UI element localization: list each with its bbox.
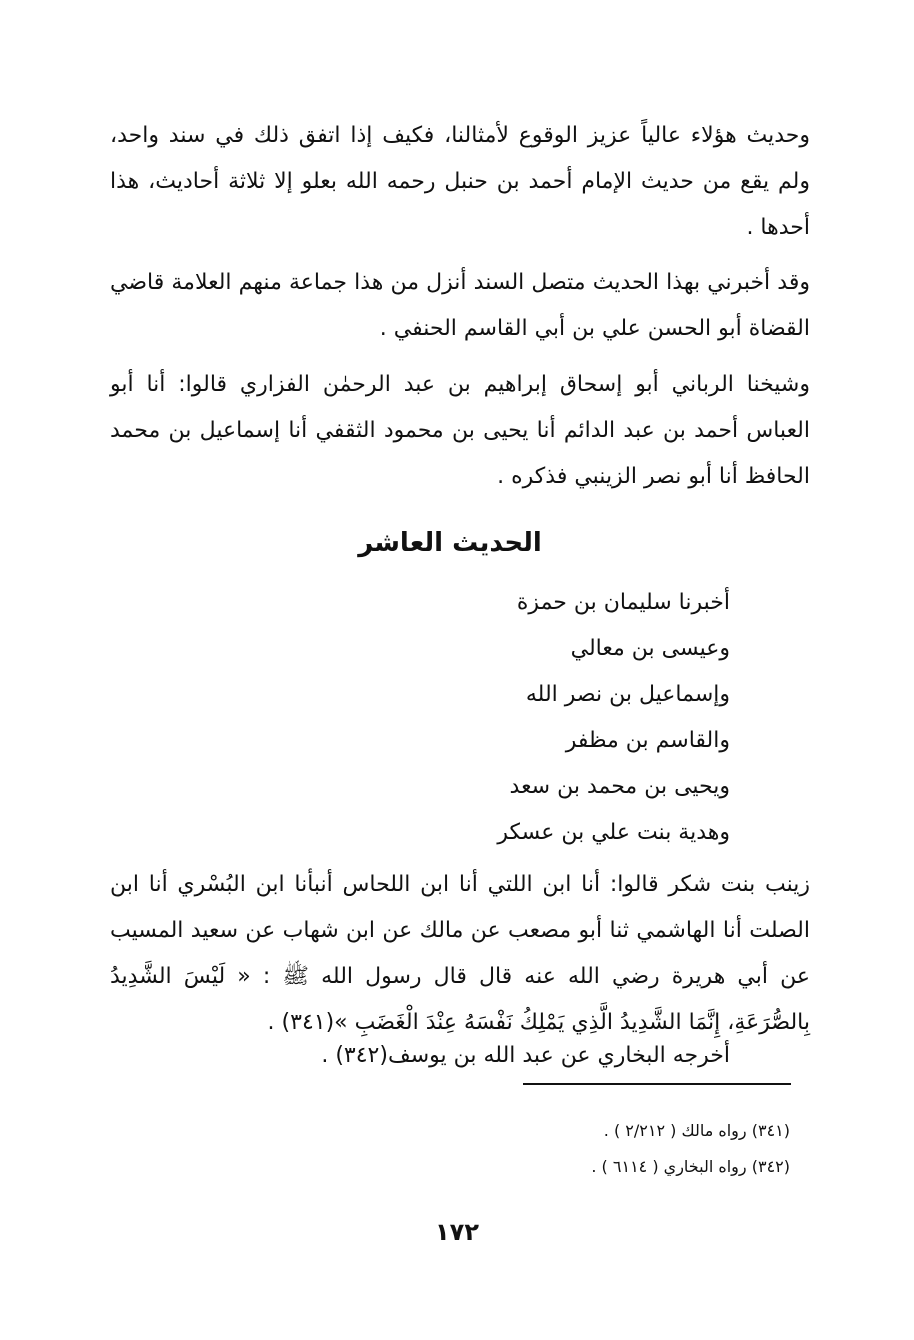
takhrij-line: أخرجه البخاري عن عبد الله بن يوسف(٣٤٢) .: [321, 1043, 730, 1068]
narrator-item: والقاسم بن مظفر: [565, 728, 730, 753]
chain-paragraph: زينب بنت شكر قالوا: أنا ابن اللتي أنا ابن اللحاس أنبأنا ابن البُسْري أنا ابن الصلت أنا الهاشمي ثنا أبو مصعب عن مالك عن ابن شهاب عن سعيد المسيب عن أبي هريرة رضي الله عنه قال قال رسول الله ﷺ : « لَيْسَ الشَّدِيدُ بِالصُّرَعَةِ، إِنَّمَا الشَّدِيدُ الَّذِي يَمْلِكُ نَفْسَهُ عِنْدَ الْغَضَبِ »(٣٤١) .: [110, 872, 810, 1035]
paragraph-3: وشيخنا الرباني أبو إسحاق إبراهيم بن عبد الرحمٰن الفزاري قالوا: أنا أبو العباس أحمد بن عبد الدائم أنا يحيى بن محمود الثقفي أنا إسماعيل بن محمد الحافظ أنا أبو نصر الزينبي فذكره .: [110, 372, 810, 489]
narrator-item: وهدية بنت علي بن عسكر: [497, 820, 730, 845]
narrator-item: أخبرنا سليمان بن حمزة: [516, 590, 730, 615]
paragraph-1: وحديث هؤلاء عالياً عزيز الوقوع لأمثالنا، فكيف إذا اتفق ذلك في سند واحد، ولم يقع من حديث الإمام أحمد بن حنبل رحمه الله بعلو إلا ثلاثة أحاديث، هذا أحدها .: [110, 123, 810, 240]
paragraph-2: وقد أخبرني بهذا الحديث متصل السند أنزل من هذا جماعة منهم العلامة قاضي القضاة أبو الحسن علي بن أبي القاسم الحنفي .: [110, 270, 810, 341]
section-heading: الحديث العاشر: [358, 528, 542, 558]
footnote-divider: [523, 1083, 791, 1085]
narrator-item: وعيسى بن معالي: [570, 636, 730, 661]
page-number: ١٧٢: [435, 1218, 479, 1246]
footnote-341: (٣٤١) رواه مالك ( ٢/٢١٢ ) .: [603, 1121, 790, 1140]
footnotes: [290, 1113, 790, 1185]
footnote-342: (٣٤٢) رواه البخاري ( ٦١١٤ ) .: [591, 1157, 790, 1176]
narrator-list: [330, 580, 730, 856]
narrator-item: وإسماعيل بن نصر الله: [525, 682, 730, 707]
narrator-item: ويحيى بن محمد بن سعد: [509, 774, 730, 799]
